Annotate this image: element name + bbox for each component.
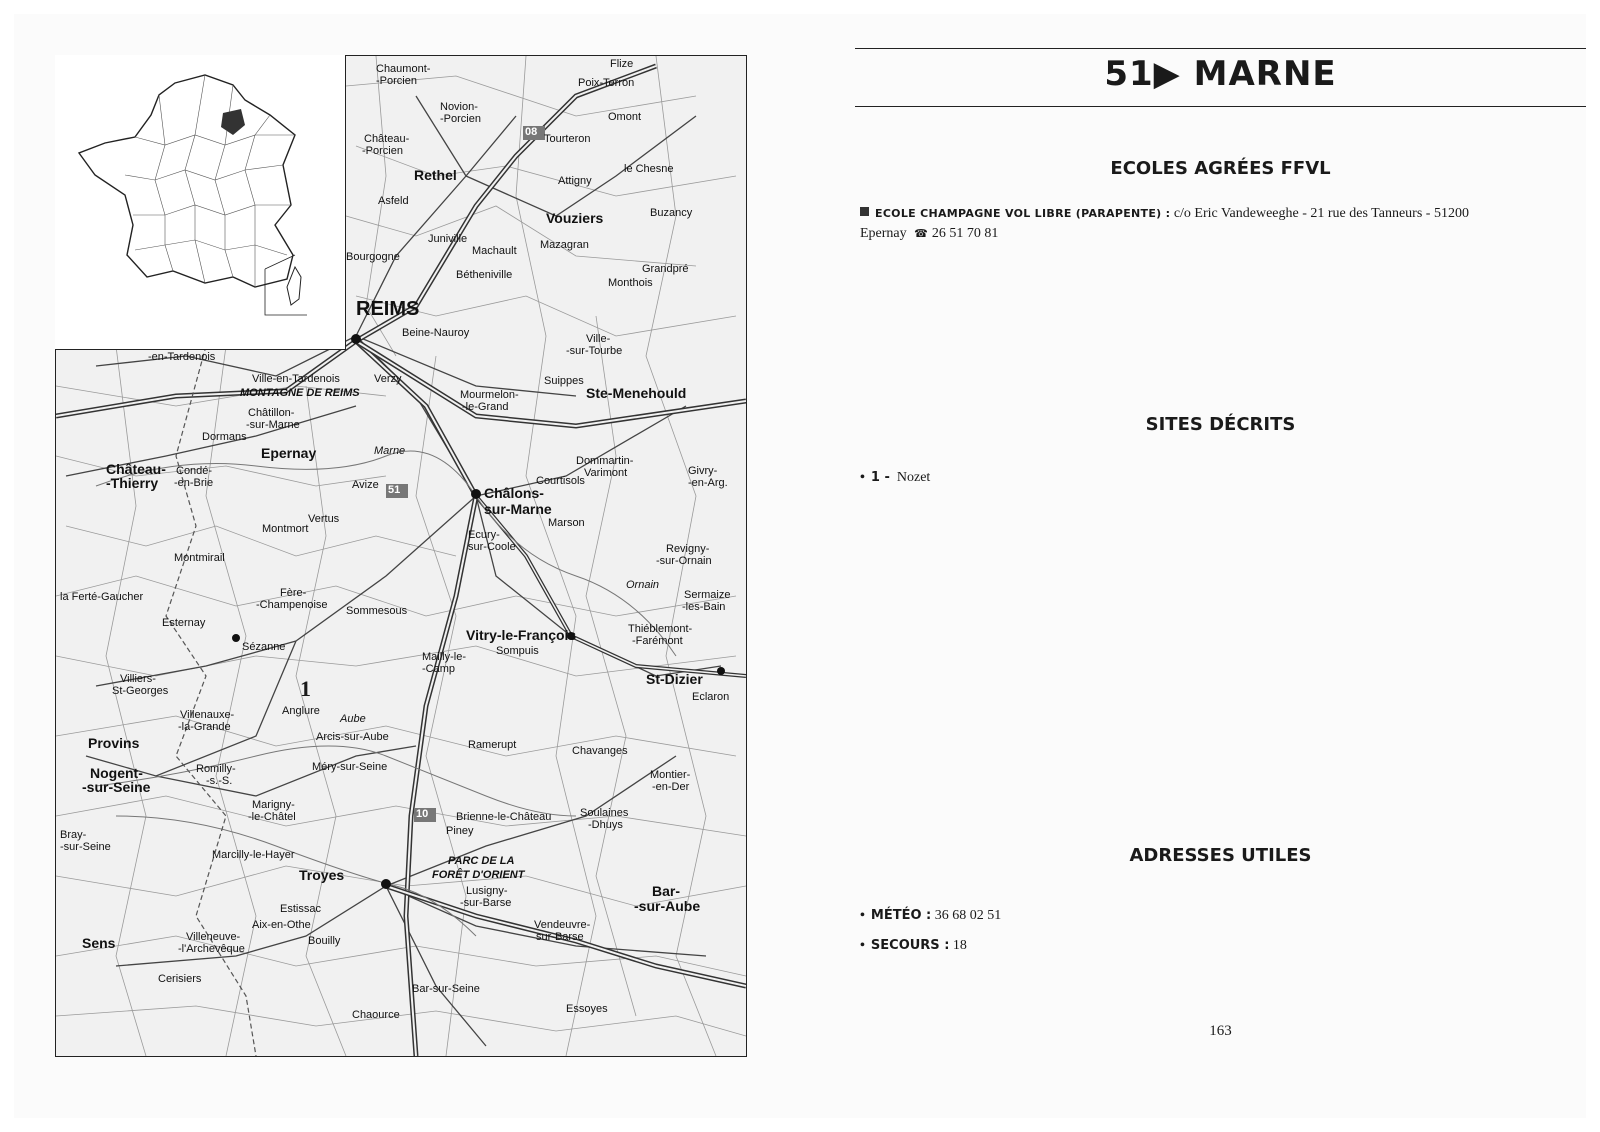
map-label-flize: Flize: [610, 58, 634, 70]
meteo-entry: [860, 906, 1550, 926]
map-label-montier-en-der: Montier-: [650, 769, 691, 781]
map-label-chateau-porcien-2: -Porcien: [362, 145, 403, 157]
map-label-chaumont-2: -Porcien: [376, 75, 417, 87]
map-label-romilly: Romilly-: [196, 763, 236, 775]
map-label-romilly-2: -s.-S.: [206, 775, 233, 787]
map-label-ecury-2: sur-Coole: [468, 541, 516, 553]
map-label-lusigny-2: -sur-Barse: [460, 897, 512, 909]
map-label-givry-2: -en-Arg.: [688, 477, 728, 489]
map-label-soulaines-2: -Dhuys: [588, 819, 623, 831]
bullet-icon: •: [860, 908, 865, 923]
meteo-label: MÉTÉO :: [870, 908, 932, 923]
map-label-ste-menehould: Ste-Menehould: [586, 385, 687, 401]
map-label-ville-en-tardenois: Ville-en-Tardenois: [252, 373, 340, 385]
bullet-icon: •: [860, 470, 865, 485]
map-label-fere-champenoise: Fère-: [280, 587, 307, 599]
map-label-marson: Marson: [548, 517, 585, 529]
school-city: Epernay: [860, 226, 907, 241]
map-label-thieblemont: Thiéblemont-: [628, 623, 693, 635]
map-label-ecury: Ecury-: [468, 529, 500, 541]
map-label-sens: Sens: [82, 935, 116, 951]
map-label-mourmelon-2: -le-Grand: [462, 401, 509, 413]
map-label-chatillon: Châtillon-: [248, 407, 295, 419]
map-label-aix-en-othe: Aix-en-Othe: [252, 919, 311, 931]
map-label-brienne: Brienne-le-Château: [456, 811, 552, 823]
map-label-villenauxe-2: -la-Grande: [178, 721, 231, 733]
map-label-dommartin-2: Varimont: [584, 467, 628, 479]
map-label-villeneuve: Villeneuve-: [186, 931, 241, 943]
map-label-novion: Novion-: [440, 101, 478, 113]
map-label-marne-river: Marne: [374, 445, 406, 457]
map-label-attigny: Attigny: [558, 175, 592, 187]
map-label-bar-sur-seine: Bar-sur-Seine: [412, 983, 480, 995]
secours-label: SECOURS :: [870, 938, 950, 953]
school-name: ECOLE CHAMPAGNE VOL LIBRE (PARAPENTE) :: [875, 207, 1171, 220]
map-label-marcilly: Marcilly-le-Hayer: [212, 849, 295, 861]
dept-badge-08: 08: [525, 126, 538, 138]
map-label-bray-2: -sur-Seine: [60, 841, 111, 853]
map-label-ornain-river: Ornain: [626, 579, 660, 591]
map-label-montmirail: Montmirail: [174, 552, 225, 564]
map-label-villeneuve-2: -l'Archevêque: [178, 943, 245, 955]
map-label-montagne-de-reims: MONTAGNE DE REIMS: [240, 387, 360, 399]
map-label-bar-sur-aube: Bar-: [652, 883, 681, 899]
map-label-juniville: Juniville: [428, 233, 468, 245]
school-entry: [860, 204, 1550, 244]
schools-heading: ECOLES AGRÉES FFVL: [1110, 158, 1331, 179]
map-label-chateau-thierry: Château-: [106, 461, 166, 477]
map-label-essoyes: Essoyes: [566, 1003, 608, 1015]
map-label-vouziers: Vouziers: [546, 210, 604, 226]
map-label-estissac: Estissac: [280, 903, 321, 915]
map-label-chalons: Châlons-: [484, 485, 544, 501]
map-label-avize: Avize: [352, 479, 379, 491]
map-label-esternay: Esternay: [162, 617, 206, 629]
map-label-grandpre: Grandpré: [642, 263, 689, 275]
map-label-monthois: Monthois: [608, 277, 653, 289]
map-label-la-ferte-gaucher: la Ferté-Gaucher: [60, 591, 144, 603]
map-label-omont: Omont: [608, 111, 642, 123]
map-label-chatillon-2: -sur-Marne: [246, 419, 300, 431]
map-label-arcis: Arcis-sur-Aube: [316, 731, 389, 743]
map-label-bray: Bray-: [60, 829, 87, 841]
map-label-eclaron: Eclaron: [692, 691, 730, 703]
map-label-nogent: Nogent-: [90, 765, 143, 781]
map-label-beine-nauroy: Beine-Nauroy: [402, 327, 470, 339]
map-label-thieblemont-2: -Farémont: [632, 635, 683, 647]
site-entry: [860, 468, 1550, 488]
map-label-verzy: Verzy: [374, 373, 402, 385]
secours-entry: [860, 936, 1550, 956]
map-label-vertus: Vertus: [308, 513, 340, 525]
map-label-betheniville: Bétheniville: [456, 269, 513, 281]
square-bullet-icon: [860, 207, 869, 216]
map-label-machault: Machault: [472, 245, 517, 257]
map-label-ville-sur-tourbe-2: -sur-Tourbe: [566, 345, 623, 357]
map-label-lusigny: Lusigny-: [466, 885, 508, 897]
map-label-chalons-2: sur-Marne: [484, 501, 552, 517]
map-label-parc-2: FORÊT D'ORIENT: [432, 869, 525, 881]
school-address: c/o Eric Vandeweeghe - 21 rue des Tanneurs - 51200: [1170, 206, 1469, 221]
map-label-piney: Piney: [446, 825, 474, 837]
meteo-value: 36 68 02 51: [934, 908, 1002, 923]
map-label-nogent-2: -sur-Seine: [82, 779, 151, 795]
map-label-suippes: Suippes: [544, 375, 584, 387]
dept-badge-10: 10: [416, 808, 429, 820]
map-label-chaource: Chaource: [352, 1009, 400, 1021]
bullet-icon: •: [860, 938, 865, 953]
sites-heading: SITES DÉCRITS: [1145, 414, 1296, 435]
map-label-fere-champenoise-2: -Champenoise: [256, 599, 328, 611]
france-outline-map: [55, 55, 345, 349]
map-label-marigny-2: -le-Châtel: [248, 811, 296, 823]
site-number: 1 -: [870, 470, 890, 485]
map-label-provins: Provins: [88, 735, 140, 751]
map-label-parc: PARC DE LA: [448, 855, 515, 867]
map-label-chaumont: Chaumont-: [376, 63, 431, 75]
map-label-fere-en-tardenois-2: -en-Tardenois: [148, 351, 216, 363]
map-label-bouilly: Bouilly: [308, 935, 341, 947]
map-label-mery-sur-seine: Méry-sur-Seine: [312, 761, 388, 773]
addresses-heading: ADRESSES UTILES: [1129, 845, 1312, 866]
map-label-revigny: Revigny-: [666, 543, 710, 555]
map-label-conde-en-brie-2: -en-Brie: [174, 477, 214, 489]
map-label-ville-sur-tourbe: Ville-: [586, 333, 611, 345]
map-label-vendeuvre: Vendeuvre-: [534, 919, 591, 931]
map-label-courtisols: Courtisols: [536, 475, 585, 487]
map-label-cerisiers: Cerisiers: [158, 973, 202, 985]
map-label-revigny-2: -sur-Ornain: [656, 555, 712, 567]
map-label-villiers-2: St-Georges: [112, 685, 169, 697]
map-label-sezanne: Sézanne: [242, 641, 286, 653]
france-locator-inset: [55, 55, 346, 350]
map-label-asfeld: Asfeld: [378, 195, 409, 207]
map-label-chateau-thierry-2: -Thierry: [106, 475, 159, 491]
secours-value: 18: [952, 938, 967, 953]
map-label-mazagran: Mazagran: [540, 239, 589, 251]
map-label-ramerupt: Ramerupt: [468, 739, 517, 751]
map-label-sommesous: Sommesous: [346, 605, 408, 617]
map-label-vendeuvre-2: sur-Barse: [536, 931, 584, 943]
map-label-dommartin: Dommartin-: [576, 455, 634, 467]
map-label-sermaize-2: -les-Bain: [682, 601, 726, 613]
map-label-soulaines: Soulaines: [580, 807, 629, 819]
map-label-chavanges: Chavanges: [572, 745, 628, 757]
map-label-novion-2: -Porcien: [440, 113, 481, 125]
map-site-number: 1: [300, 676, 311, 701]
map-label-conde-en-brie: Condé-: [176, 465, 213, 477]
phone-icon: ☎: [914, 228, 928, 240]
map-label-le-chesne: le Chesne: [624, 163, 674, 175]
map-label-villenauxe: Villenauxe-: [180, 709, 235, 721]
map-label-rethel: Rethel: [414, 167, 457, 183]
map-label-epernay: Epernay: [261, 445, 317, 461]
map-label-mourmelon: Mourmelon-: [460, 389, 519, 401]
school-phone: 26 51 70 81: [931, 226, 999, 241]
map-label-aube-river: Aube: [340, 713, 366, 725]
map-label-buzancy: Buzancy: [650, 207, 693, 219]
header-rule-top: [855, 48, 1586, 49]
map-label-dormans: Dormans: [202, 431, 247, 443]
map-label-tourteron: Tourteron: [544, 133, 591, 145]
map-label-chateau-porcien: Château-: [364, 133, 410, 145]
map-label-st-dizier: St-Dizier: [646, 671, 703, 687]
map-label-sompuis: Sompuis: [496, 645, 539, 657]
header-rule-bottom: [855, 106, 1586, 107]
map-label-bourgogne: Bourgogne: [346, 251, 400, 263]
site-name: Nozet: [896, 470, 931, 485]
map-label-bar-sur-aube-2: -sur-Aube: [634, 898, 701, 914]
map-label-reims: REIMS: [356, 298, 420, 320]
map-label-givry: Givry-: [688, 465, 718, 477]
map-label-troyes: Troyes: [299, 867, 345, 883]
map-label-montier-en-der-2: -en-Der: [652, 781, 690, 793]
page-number: 163: [1209, 1023, 1232, 1039]
dept-badge-51: 51: [388, 484, 401, 496]
map-label-poix-terron: Poix-Terron: [578, 77, 635, 89]
map-label-villiers: Villiers-: [120, 673, 156, 685]
map-label-mailly-2: -Camp: [422, 663, 456, 675]
map-label-marigny: Marigny-: [252, 799, 295, 811]
map-label-montmort: Montmort: [262, 523, 309, 535]
page-title: 51▶ MARNE: [1104, 54, 1337, 94]
map-label-anglure: Anglure: [282, 705, 320, 717]
map-label-vitry: Vitry-le-François: [466, 627, 577, 643]
map-label-sermaize: Sermaize: [684, 589, 731, 601]
map-label-mailly: Mailly-le-: [422, 651, 466, 663]
